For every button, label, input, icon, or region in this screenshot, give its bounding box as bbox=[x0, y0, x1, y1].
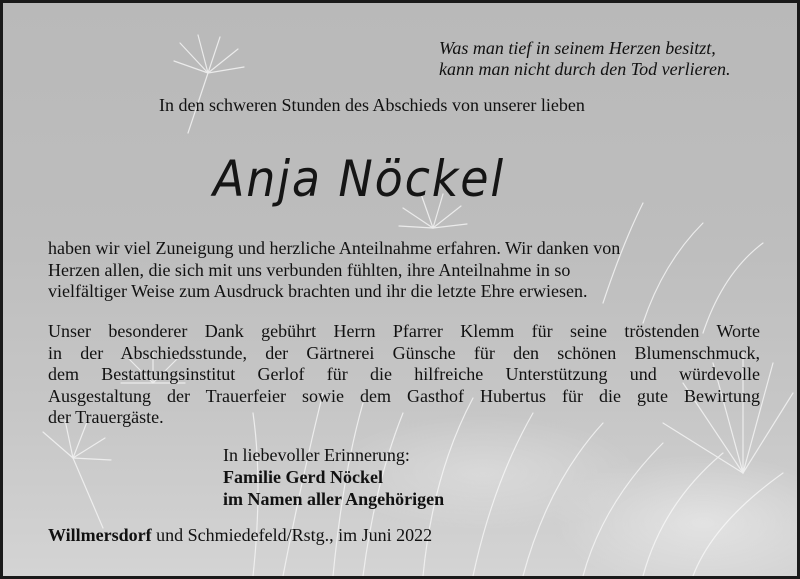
intro-text: In den schweren Stunden des Abschieds von unserer lieben bbox=[159, 95, 585, 115]
signature-intro: In liebevoller Erinnerung: bbox=[223, 445, 410, 465]
paragraph-line: dem Bestattungsinstitut Gerlof für die hilfreiche Unterstützung und würdevolle bbox=[48, 364, 760, 384]
place-date bbox=[48, 525, 432, 546]
thanks-paragraph-2 bbox=[48, 321, 760, 429]
place-name: Willmersdorf bbox=[48, 525, 152, 545]
paragraph-line: Ausgestaltung der Trauerfeier sowie dem Gasthof Hubertus für die gute Bewirtung bbox=[48, 385, 760, 406]
paragraph-line: Herzen allen, die sich mit uns verbunden fühlten, ihre Anteilnahme in so bbox=[48, 259, 571, 280]
paragraph-line: haben wir viel Zuneigung und herzliche Anteilnahme erfahren. Wir danken von bbox=[48, 238, 621, 258]
paragraph-line: in der Abschiedsstunde, der Gärtnerei Günsche für den schönen Blumenschmuck, bbox=[48, 342, 760, 363]
paragraph-line: der Trauergäste. bbox=[48, 407, 164, 427]
thanks-paragraph-1 bbox=[48, 238, 760, 303]
motto-quote bbox=[439, 38, 730, 80]
signature-family: Familie Gerd Nöckel bbox=[223, 467, 383, 487]
deceased-name: Anja Nöckel bbox=[213, 150, 506, 208]
signature-relatives: im Namen aller Angehörigen bbox=[223, 489, 445, 509]
paragraph-line: Unser besonderer Dank gebührt Herrn Pfarrer Klemm für seine tröstenden Worte bbox=[48, 321, 760, 341]
motto-line-1: Was man tief in seinem Herzen besitzt, bbox=[439, 38, 716, 58]
signature-block bbox=[223, 444, 444, 510]
motto-line-2: kann man nicht durch den Tod verlieren. bbox=[439, 59, 731, 79]
paragraph-line: vielfältiger Weise zum Ausdruck brachten und ihr die letzte Ehre erwiesen. bbox=[48, 281, 588, 301]
place-date-rest: und Schmiedefeld/Rstg., im Juni 2022 bbox=[151, 525, 433, 545]
